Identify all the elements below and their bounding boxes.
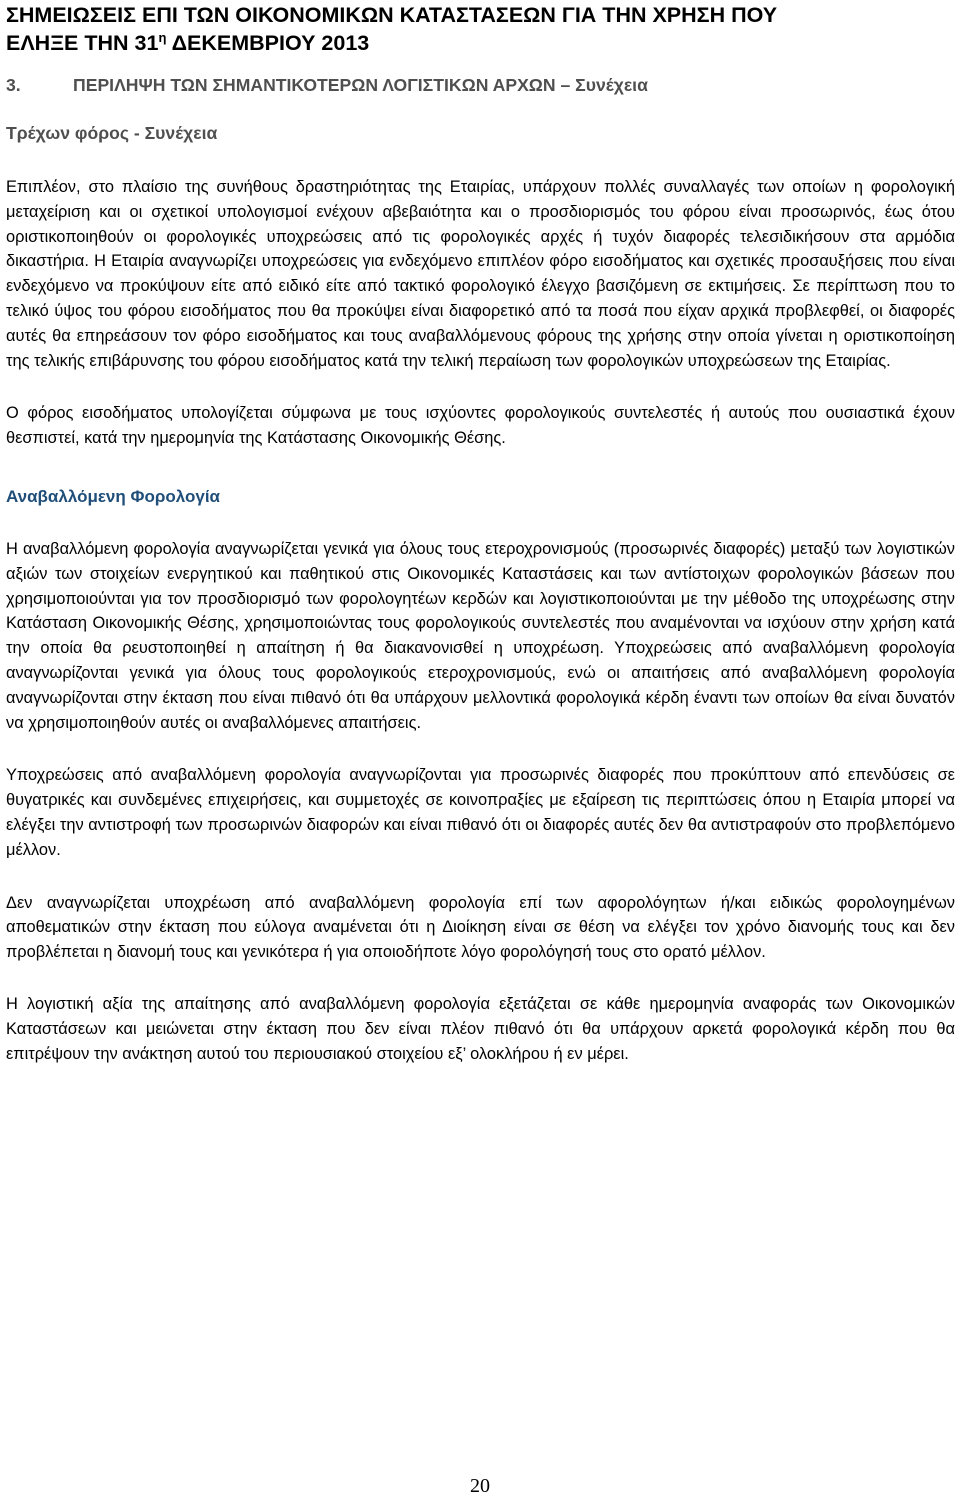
paragraph-6: Η λογιστική αξία της απαίτησης από αναβαλλόμενη φορολογία εξετάζεται σε κάθε ημερομηνία αναφοράς των Οικονομικών Καταστάσεων και μειώνεται στην έκταση που δεν είναι πλέον πιθανό ότι θα υπάρχουν αρκετά φορολογικά κέρδη που θα επιτρέψουν την ανάκτηση αυτού του περιουσιακού στοιχείου εξ’ ολοκλήρου ή εν μέρει. [6,994,955,1063]
page-number: 20 [470,1475,490,1497]
paragraph-1: Επιπλέον, στο πλαίσιο της συνήθους δραστηριότητας της Εταιρίας, υπάρχουν πολλές συναλλαγές των οποίων η φορολογική μεταχείριση και οι σχετικοί υπολογισμοί ενέχουν αβεβαιότητα και ο προσδιορισμός του φόρου είναι προσωρινός, έως ότου οριστικοποιηθούν οι φορολογικές υποχρεώσεις από τις φορολογικές αρχές ή τυχόν διαφορές τελεσιδικήσουν στα αρμόδια δικαστήρια. Η Εταιρία αναγνωρίζει υποχρεώσεις για ενδεχόμενο επιπλέον φόρο εισοδήματος και σχετικές προσαυξήσεις που είναι ενδεχόμενο να προκύψουν είτε από ειδικό είτε από τακτικό φορολογικό έλεγχο βασιζόμενη σε εκτιμήσεις. Σε περίπτωση που το τελικό ύψος του φόρου εισοδήματος που θα προκύψει είναι διαφορετικό από τα ποσά που είχαν αρχικά προβλεφθεί, οι διαφορές αυτές θα επηρεάσουν τον φόρο εισοδήματος και τους αναβαλλόμενους φόρους της χρήσης στην οποία γίνεται η οριστικοποίηση της τελικής επιβάρυνσης του φόρου εισοδήματος κατά την τελική περαίωση των φορολογικών υποχρεώσεων της Εταιρίας. [6,178,955,370]
title-superscript: η [158,29,167,45]
paragraph-5: Δεν αναγνωρίζεται υποχρέωση από αναβαλλόμενη φορολογία επί των αφορολόγητων ή/και ειδικώς φορολογημένων αποθεματικών στην έκταση που εύλογα αναμένεται ότι η Διοίκηση είναι σε θέση να ελέγξει τον χρόνο διανομής τους και δεν προβλέπεται η διανομή τους και γενικότερα ή για οποιοδήποτε λόγο φορολόγησή τους στο ορατό μέλλον. [6,893,955,962]
document-page [6,0,955,1066]
title-line-1: ΣΗΜΕΙΩΣΕΙΣ ΕΠΙ ΤΩΝ ΟΙΚΟΝΟΜΙΚΩΝ ΚΑΤΑΣΤΑΣΕΩΝ ΓΙΑ ΤΗΝ ΧΡΗΣΗ ΠΟΥ [6,3,778,27]
section-heading [6,73,955,97]
paragraph-4: Υποχρεώσεις από αναβαλλόμενη φορολογία αναγνωρίζονται για προσωρινές διαφορές που προκύπτουν από επενδύσεις σε θυγατρικές και συνδεμένες επιχειρήσεις, και συμμετοχές σε κοινοπραξίες με εξαίρεση τις περιπτώσεις όπου η Εταιρία μπορεί να ελέγξει την αντιστροφή των προσωρινών διαφορών και είναι πιθανό ότι οι διαφορές αυτές δεν θα αντιστραφούν στο προβλεπόμενο μέλλον. [6,766,955,859]
deferred-tax-heading: Αναβαλλόμενη Φορολογία [6,486,220,506]
section-title: ΠΕΡΙΛΗΨΗ ΤΩΝ ΣΗΜΑΝΤΙΚΟΤΕΡΩΝ ΛΟΓΙΣΤΙΚΩΝ ΑΡΧΩΝ – Συνέχεια [73,75,648,95]
title-line-2-pre: ΕΛΗΞΕ ΤΗΝ 31 [6,31,159,55]
title-line-2 [6,29,955,57]
section-number: 3. [6,75,21,95]
document-title [6,1,955,57]
title-line-2-post: ΔΕΚΕΜΒΡΙΟΥ 2013 [166,31,370,55]
subsection-heading: Τρέχων φόρος - Συνέχεια [6,123,218,143]
paragraph-2: Ο φόρος εισοδήματος υπολογίζεται σύμφωνα με τους ισχύοντες φορολογικούς συντελεστές ή αυτούς που ουσιαστικά έχουν θεσπιστεί, κατά την ημερομηνία της Κατάστασης Οικονομικής Θέσης. [6,404,955,448]
paragraph-3: Η αναβαλλόμενη φορολογία αναγνωρίζεται γενικά για όλους τους ετεροχρονισμούς (προσωρινές διαφορές) μεταξύ των λογιστικών αξιών των στοιχείων ενεργητικού και παθητικού στις Οικονομικές Καταστάσεις και των αντίστοιχων φορολογικών βάσεων που χρησιμοποιούνται για τον προσδιορισμό των φορολογητέων κερδών και λογιστικοποιούνται με την μέθοδο της υποχρέωσης στην Κατάσταση Οικονομικής Θέσης, χρησιμοποιώντας τους φορολογικούς συντελεστές που αναμένονται να ισχύουν στην χρήση κατά την οποία θα ρευστοποιηθεί η απαίτηση ή θα διακανονισθεί η υποχρέωση. Υποχρεώσεις από αναβαλλόμενη φορολογία αναγνωρίζονται γενικά για όλους τους φορολογικούς ετεροχρονισμούς, ενώ οι απαιτήσεις από αναβαλλόμενη φορολογία αναγνωρίζονται στην έκταση που είναι πιθανό ότι θα υπάρχουν μελλοντικά φορολογικά κέρδη έναντι των οποίων θα είναι δυνατόν να χρησιμοποιηθούν αυτές οι αναβαλλόμενες απαιτήσεις. [6,539,955,732]
